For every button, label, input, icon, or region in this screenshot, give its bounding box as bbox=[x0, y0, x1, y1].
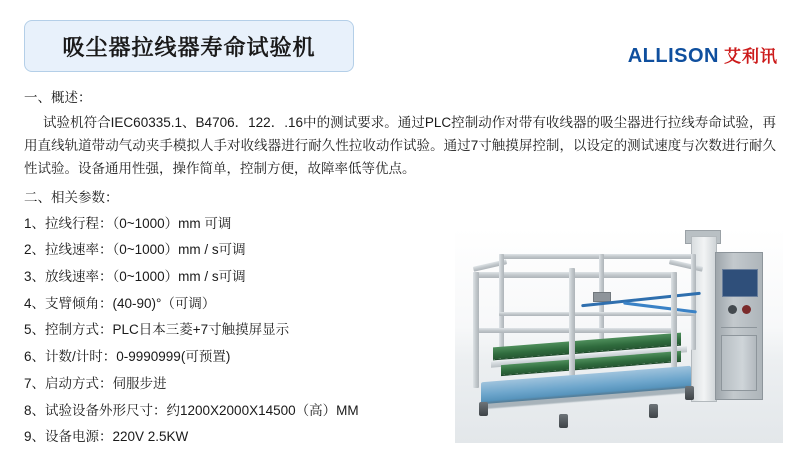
cabinet-door bbox=[721, 335, 757, 391]
caster-wheel bbox=[685, 386, 694, 400]
list-item: 5、控制方式：PLC日本三菱+7寸触摸屏显示 bbox=[24, 322, 290, 338]
control-cabinet bbox=[715, 252, 763, 400]
list-item: 6、计数/计时：0-9990999(可预置) bbox=[24, 349, 231, 365]
caster-wheel bbox=[649, 404, 658, 418]
emergency-stop-icon bbox=[742, 305, 751, 314]
page-title: 吸尘器拉线器寿命试验机 bbox=[62, 34, 316, 60]
knob-icon bbox=[728, 305, 737, 314]
list-item: 8、试验设备外形尺寸：约1200X2000X14500（高）MM bbox=[24, 402, 359, 418]
list-item: 1、拉线行程：（0~1000）mm 可调 bbox=[24, 215, 232, 231]
list-item: 7、启动方式：伺服步进 bbox=[24, 375, 167, 391]
frame-rail bbox=[473, 328, 677, 333]
machine-photo bbox=[455, 228, 783, 443]
list-item: 9、设备电源：220V 2.5KW bbox=[24, 429, 189, 445]
touchscreen-panel bbox=[722, 269, 758, 297]
paragraph-spacer bbox=[24, 181, 776, 188]
page-title-box bbox=[24, 20, 354, 72]
frame-rail bbox=[499, 312, 695, 316]
list-item: 4、支臂倾角：(40-90)°（可调） bbox=[24, 295, 216, 311]
caster-wheel bbox=[479, 402, 488, 416]
list-item: 2、拉线速率：（0~1000）mm / s可调 bbox=[24, 242, 246, 258]
overview-paragraph: 试验机符合IEC60335.1、B4706．122．.16中的测试要求。通过PLC控制动作对带有收线器的吸尘器进行拉线寿命试验，再用直线轨道带动气动夹手模拟人手对收线器进行耐久性拉收动作试验。通过7寸触摸屏控制，以设定的测试速度与次数进行耐久性试验。设备通用性强，操作简单，控制方便，故障率低等优点。 bbox=[24, 114, 776, 177]
caster-wheel bbox=[559, 414, 568, 428]
frame-post bbox=[671, 272, 677, 382]
overview-heading: 一、概述： bbox=[24, 90, 92, 105]
logo-text-cn: 艾利讯 bbox=[724, 47, 778, 66]
cabinet-divider bbox=[721, 327, 757, 328]
frame-post bbox=[499, 254, 504, 350]
aluminum-frame bbox=[473, 254, 709, 402]
frame-rail bbox=[669, 259, 703, 272]
company-logo bbox=[628, 42, 778, 68]
frame-post bbox=[569, 268, 575, 386]
params-heading: 二、相关参数： bbox=[24, 189, 119, 205]
frame-rail bbox=[499, 254, 695, 259]
frame-post bbox=[473, 272, 479, 388]
list-item: 3、放线速率：（0~1000）mm / s可调 bbox=[24, 268, 246, 284]
logo-text-en: ALLISON bbox=[627, 45, 719, 67]
frame-post bbox=[691, 254, 696, 350]
